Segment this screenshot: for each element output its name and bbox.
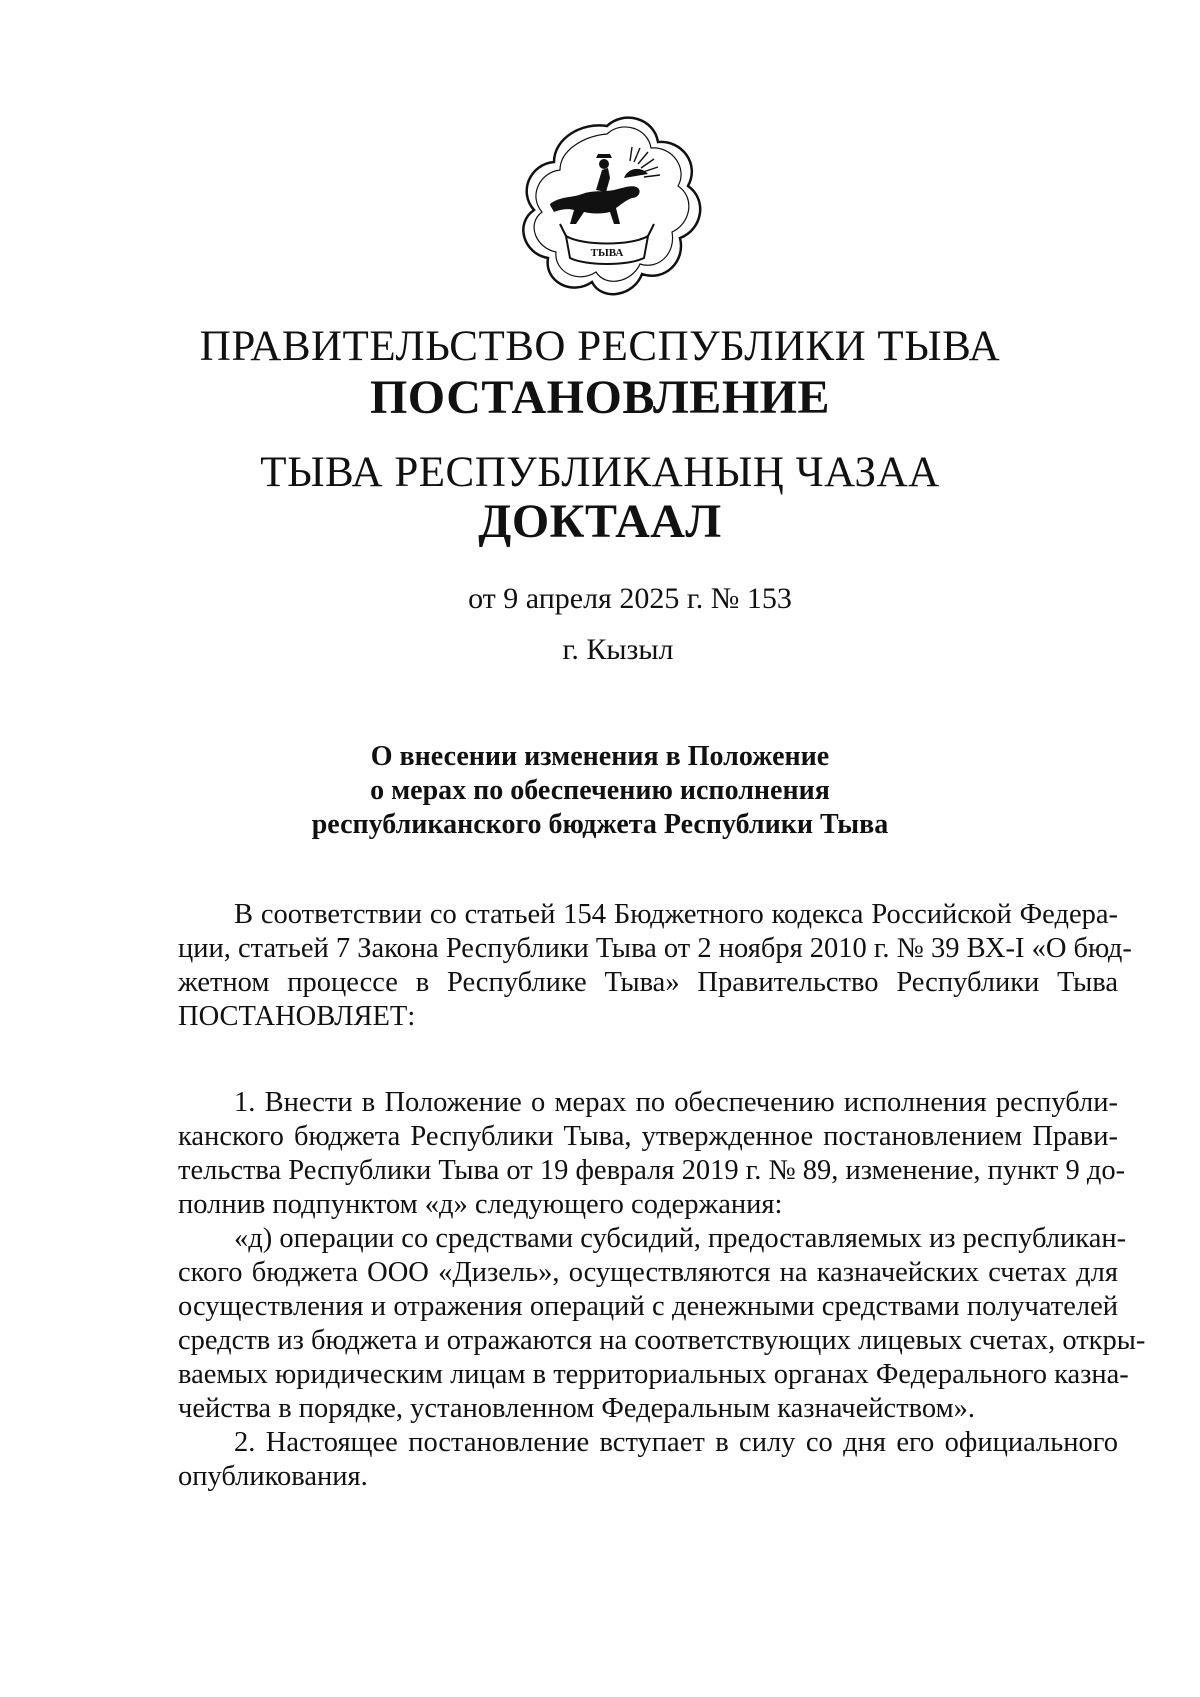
title-line: республиканского бюджета Республики Тыва	[311, 809, 889, 840]
text-line: ции, статьей 7 Закона Республики Тыва от 2 ноября 2010 г. № 39 ВХ-I «О бюд-	[178, 933, 1132, 964]
preamble-paragraph	[178, 898, 1132, 1034]
text-line: осуществления и отражения операций с денежными средствами получателей	[178, 1291, 1118, 1322]
title-line: О внесении изменения в Положение	[370, 741, 830, 772]
text-line: чейства в порядке, установленном Федеральным казначейством».	[178, 1393, 976, 1424]
title-line: о мерах по обеспечению исполнения	[370, 775, 830, 806]
decree-type-tv: ДОКТААЛ	[478, 495, 722, 548]
item-2-paragraph	[178, 1426, 1118, 1494]
text-line: полнив подпунктом «д» следующего содержания:	[178, 1189, 783, 1220]
text-line: ваемых юридическим лицам в территориальных органах Федерального казна-	[178, 1359, 1129, 1390]
text-line: ского бюджета ООО «Дизель», осуществляются на казначейских счетах для	[178, 1257, 1118, 1288]
item-1-quote-paragraph	[178, 1222, 1146, 1426]
text-line: тельства Республики Тыва от 19 февраля 2019 г. № 89, изменение, пункт 9 до-	[178, 1155, 1126, 1186]
item-1-paragraph	[178, 1086, 1126, 1222]
text-line: 2. Настоящее постановление вступает в силу со дня его официального	[234, 1427, 1118, 1458]
text-line: ПОСТАНОВЛЯЕТ:	[178, 1001, 416, 1032]
text-line: В соответствии со статьей 154 Бюджетного кодекса Российской Федера-	[234, 899, 1118, 930]
text-line: средств из бюджета и отражаются на соответствующих лицевых счетах, откры-	[178, 1325, 1146, 1356]
text-line: канского бюджета Республики Тыва, утвержденное постановлением Прави-	[178, 1121, 1118, 1152]
decree-title	[180, 740, 1020, 842]
coat-of-arms-emblem	[512, 112, 702, 302]
decree-type-ru: ПОСТАНОВЛЕНИЕ	[369, 371, 831, 424]
text-line: «д) операции со средствами субсидий, предоставляемых из республикан-	[234, 1223, 1127, 1254]
text-line: опубликования.	[178, 1461, 368, 1492]
decree-city: г. Кызыл	[562, 633, 674, 666]
government-name-tv: ТЫВА РЕСПУБЛИКАНЫҢ ЧАЗАА	[260, 449, 940, 496]
svg-text:ТЫВА: ТЫВА	[590, 247, 624, 259]
text-line: 1. Внести в Положение о мерах по обеспечению исполнения республи-	[234, 1087, 1118, 1118]
text-line: жетном процессе в Республике Тыва» Правительство Республики Тыва	[178, 967, 1118, 998]
decree-date-number: от 9 апреля 2025 г. № 153	[468, 582, 792, 615]
government-name-ru: ПРАВИТЕЛЬСТВО РЕСПУБЛИКИ ТЫВА	[199, 323, 1001, 370]
